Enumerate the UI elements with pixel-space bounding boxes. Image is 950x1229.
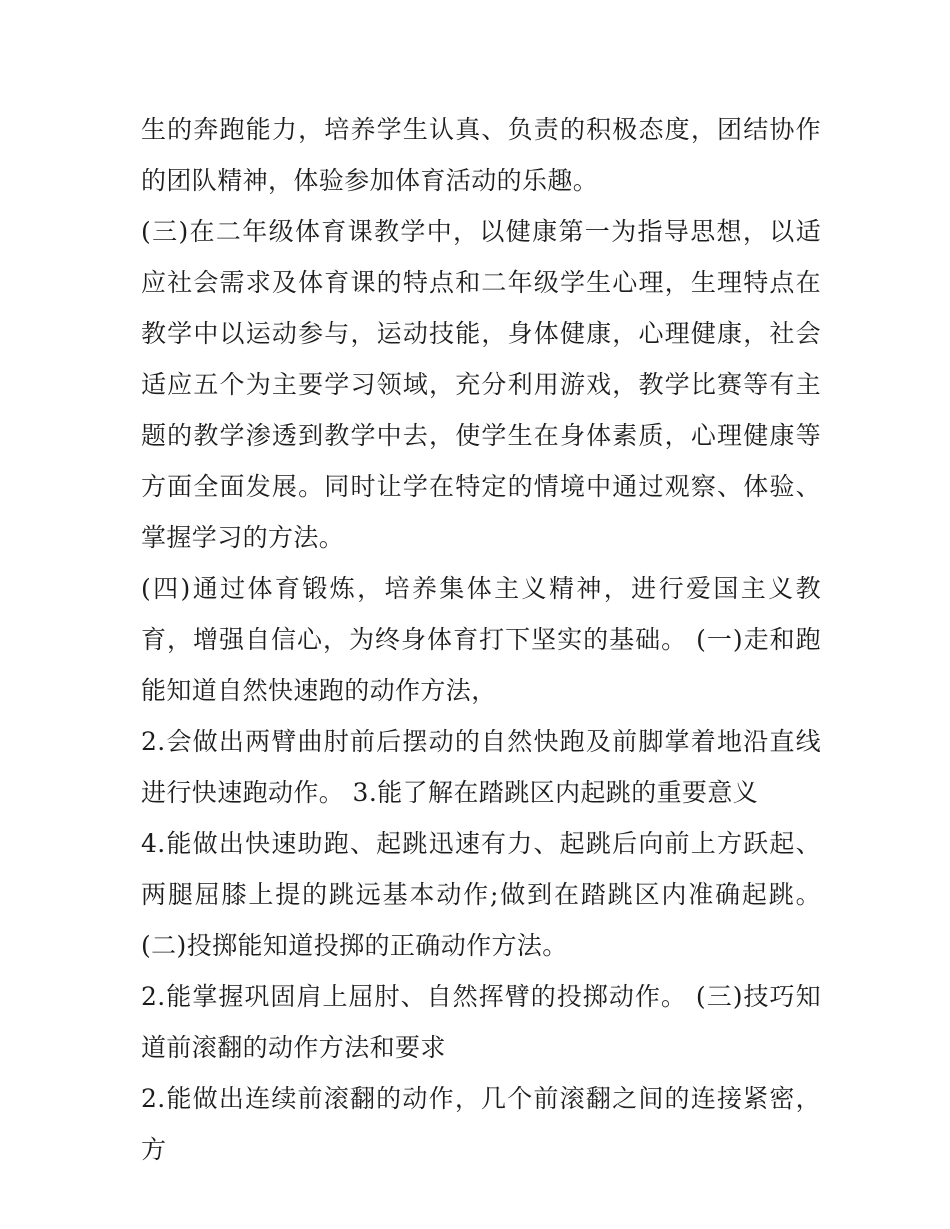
paragraph-item-2-fast-run: 2.会做出两臂曲肘前后摆动的自然快跑及前脚掌着地沿直线进行快速跑动作。 3.能了解在踏跳区内起跳的重要意义 xyxy=(141,727,821,807)
paragraph-item-4-long-jump: 4.能做出快速助跑、起跳迅速有力、起跳后向前上方跃起、两腿屈膝上提的跳远基本动作;做到在踏跳区内准确起跳。 (二)投掷能知道投掷的正确动作方法。 xyxy=(141,829,821,960)
paragraph-section-three: (三)在二年级体育课教学中，以健康第一为指导思想，以适应社会需求及体育课的特点和二年级学生心理，生理特点在教学中以运动参与，运动技能，身体健康，心理健康，社会适应五个为主要学习领域，充分利用游戏，教学比赛等有主题的教学渗透到教学中去，使学生在身体素质，心理健康等方面全面发展。同时让学在特定的情境中通过观察、体验、掌握学习的方法。 xyxy=(141,217,821,552)
document-body xyxy=(141,104,821,1175)
paragraph-item-2-forward-roll: 2.能做出连续前滚翻的动作，几个前滚翻之间的连接紧密，方 xyxy=(141,1084,821,1164)
paragraph-running-ability: 生的奔跑能力，培养学生认真、负责的积极态度，团结协作的团队精神，体验参加体育活动的乐趣。 xyxy=(141,115,821,195)
paragraph-section-four: (四)通过体育锻炼，培养集体主义精神，进行爱国主义教育，增强自信心，为终身体育打下坚实的基础。 (一)走和跑 能知道自然快速跑的动作方法， xyxy=(141,574,821,705)
paragraph-item-2-throwing: 2.能掌握巩固肩上屈肘、自然挥臂的投掷动作。 (三)技巧知道前滚翻的动作方法和要求 xyxy=(141,982,821,1062)
